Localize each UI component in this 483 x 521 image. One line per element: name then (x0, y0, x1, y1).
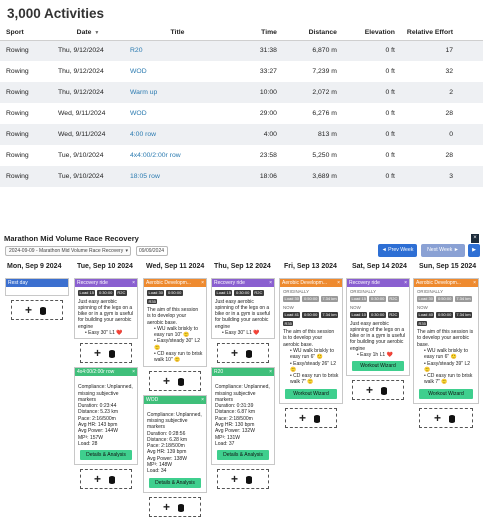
database-icon (109, 350, 115, 358)
cell-sport: Rowing (0, 124, 52, 145)
col-header-distance[interactable]: Distance (283, 26, 343, 40)
close-icon[interactable]: × (471, 234, 479, 243)
activity-link[interactable]: 4x4:00/2:00r row (130, 152, 181, 159)
cell-sport: Rowing (0, 40, 52, 61)
activities-table (0, 26, 483, 187)
close-icon[interactable]: × (269, 280, 272, 286)
cell-effort: 17 (401, 40, 483, 61)
day-header-thu: Thu, Sep 12 2024 (214, 263, 271, 270)
cell-elevation: 0 ft (385, 68, 395, 75)
cell-time: 23:58 (259, 152, 277, 159)
plus-icon: + (231, 346, 239, 361)
close-icon[interactable]: × (404, 280, 407, 286)
play-button[interactable]: ▶ (468, 244, 480, 257)
database-icon (178, 378, 184, 386)
plus-icon: + (231, 472, 239, 487)
plus-icon: + (366, 383, 374, 398)
workout-step: • CD easy run to brisk walk 7" 🙂 (290, 373, 339, 386)
day-header-tue: Tue, Sep 10 2024 (77, 263, 133, 270)
workout-card[interactable]: Recovery ride × ORIGINALLY Load 15 0:30:00 R2C NOW Load 10 0:30:00 R2C Just easy aerobic spinning of the legs on a bike or in a gym is useful for building your aerobic engine • Easy 1h L1 ❤️ Workout Wizard (346, 278, 410, 376)
card-header: Aerobic Developm... × (416, 280, 476, 286)
table-row (0, 166, 483, 187)
close-icon[interactable]: × (132, 280, 135, 286)
table-row (0, 124, 483, 145)
cell-effort: 0 (401, 124, 483, 145)
cell-elevation: 0 ft (343, 124, 401, 145)
table-row (0, 145, 483, 166)
add-workout-button[interactable] (11, 300, 63, 320)
cell-date: Thu, 9/12/2024 (52, 40, 124, 61)
card-description: The aim of this session is to develop your aerobic base. (417, 329, 474, 348)
workout-step: • WU walk briskly to easy run 6" 🙂 (290, 347, 334, 361)
database-icon (449, 415, 455, 423)
card-description: Just easy aerobic spinning of the legs on a bike or in a gym is useful for building your aerobic engine (215, 298, 271, 330)
plus-icon: + (434, 410, 442, 425)
cell-time: 33:27 (259, 68, 277, 75)
cell-effort: 3 (401, 166, 483, 187)
workout-card[interactable]: Aerobic Developm... × ORIGINALLY Load 30 0:50:00 7.34 km NOW Load 41 0:50:00 7.34 km R35 The aim of this session is to develop your aerobic base. • WU walk briskly to easy run 6" 🙂 • Easy/steady 26" L2 🙂 • CD easy run to brisk walk 7" 🙂 Workout Wizard (279, 278, 343, 404)
day-column-wed (143, 278, 207, 521)
day-header-sun: Sun, Sep 15 2024 (419, 263, 477, 270)
chevron-down-icon: ▾ (125, 248, 128, 254)
workout-step: • Easy 1h L1 ❤️ (357, 352, 393, 359)
workout-card[interactable]: Recovery ride × Load 15 0:30:00 R2C Just easy aerobic spinning of the legs on a bike or in a gym is useful for building your aerobic engine • Easy 30" L1 ❤️ (74, 278, 138, 339)
workout-step: • CD easy run to brisk walk 10" 🙂 (154, 351, 203, 364)
cell-sport: Rowing (6, 152, 29, 159)
cell-elevation: 0 ft (343, 40, 401, 61)
cell-sport: Rowing (6, 68, 29, 75)
add-workout-button[interactable] (80, 469, 132, 489)
card-header: Aerobic Developm... × (282, 280, 340, 286)
cell-elevation: 0 ft (385, 110, 395, 117)
add-workout-button[interactable] (217, 469, 269, 489)
activity-link[interactable]: R20 (130, 47, 143, 55)
day-column-sun (413, 278, 479, 432)
card-description: Just easy aerobic spinning of the legs on a bike or in a gym is useful for building your aerobic engine (78, 298, 134, 330)
cell-distance: 7,239 m (312, 68, 337, 75)
plus-icon: + (163, 373, 171, 388)
add-workout-button[interactable] (217, 343, 269, 363)
workout-wizard-button[interactable]: Workout Wizard (419, 389, 473, 399)
cell-elevation: 0 ft (343, 166, 401, 187)
cell-date: Wed, 9/11/2024 (58, 110, 106, 117)
card-header: Aerobic Developm... × (146, 280, 204, 286)
col-header-elevation[interactable]: Elevation (343, 26, 401, 40)
workout-step: • WU walk briskly to easy run 10" 🙂 (154, 325, 198, 339)
date-input[interactable]: 09/09/2024 (136, 246, 168, 256)
cell-elevation: 0 ft (385, 152, 395, 159)
cell-distance: 3,689 m (283, 166, 343, 187)
activity-card[interactable]: R20 × Compliance: Unplanned, missing subjective markers Duration: 0:31:39 Distance: 6.87 km Pace: 2:18/500m Avg HR: 130 bpm Avg Power: 132W MP³: 131W Load: 37 Details & Analysis (211, 367, 275, 465)
activity-card[interactable]: 4x4:00/2:00r row × Compliance: Unplanned, missing subjective markers Duration: 0:23:44 Distance: 5.23 km Pace: 2:16/500m Avg HR: 143 bpm Avg Power: 144W MP³: 157W Load: 28 Details & Analysis (74, 367, 138, 465)
close-icon[interactable]: × (132, 369, 135, 376)
details-analysis-button[interactable]: Details & Analysis (217, 450, 269, 460)
day-column-mon (5, 278, 69, 324)
plus-icon: + (25, 303, 33, 317)
workout-card[interactable]: Recovery ride × Load 15 0:30:00 R2C Just easy aerobic spinning of the legs on a bike or in a gym is useful for building your aerobic engine • Easy 30" L1 ❤️ (211, 278, 275, 339)
card-header: WOD × (146, 396, 204, 403)
cell-time: 10:00 (231, 82, 283, 103)
details-analysis-button[interactable]: Details & Analysis (80, 450, 132, 460)
cell-time: 31:38 (231, 40, 283, 61)
plus-icon: + (94, 346, 102, 361)
rest-day-card[interactable] (5, 278, 69, 296)
card-header: Recovery ride × (77, 280, 135, 286)
cell-distance: 6,276 m (312, 110, 337, 117)
day-column-thu (211, 278, 275, 493)
workout-step: • Easy/steady 26" L2 🙂 (290, 360, 337, 373)
table-row (0, 82, 483, 103)
plus-icon: + (163, 499, 171, 514)
day-column-fri (279, 278, 343, 432)
database-icon (381, 387, 387, 395)
close-icon[interactable]: × (473, 280, 476, 286)
cell-effort: 32 (445, 68, 453, 75)
workout-step: • WU walk briskly to easy run 6" 🙂 (424, 347, 468, 361)
workout-wizard-button[interactable]: Workout Wizard (352, 361, 404, 371)
activity-card[interactable]: WOD × Compliance: Unplanned, missing subjective markers Duration: 0:28:56 Distance: 6.28 km Pace: 2:18/500m Avg HR: 139 bpm Avg Power: 138W MP³: 148W Load: 34 Details & Analysis (143, 395, 207, 493)
cell-date: Tue, 9/10/2024 (58, 152, 104, 159)
plus-icon: + (94, 472, 102, 487)
col-header-title[interactable]: Title (124, 26, 231, 40)
cell-time: 18:06 (231, 166, 283, 187)
card-header: Recovery ride × (349, 280, 407, 286)
activity-link[interactable]: WOD (130, 110, 147, 117)
plan-title: Marathon Mid Volume Race Recovery (4, 234, 139, 243)
activities-title: 3,000 Activities (7, 6, 105, 21)
database-icon (314, 415, 320, 423)
add-workout-button[interactable] (285, 408, 337, 428)
cell-sport: Rowing (6, 110, 29, 117)
add-workout-button[interactable] (149, 497, 201, 517)
col-header-sport[interactable]: Sport (0, 26, 52, 40)
prev-week-button[interactable]: ◄ Prev Week (378, 244, 417, 257)
day-header-fri: Fri, Sep 13 2024 (284, 263, 337, 270)
cell-sport: Rowing (0, 166, 52, 187)
activity-link[interactable]: 4:00 row (130, 131, 157, 138)
close-icon[interactable]: × (269, 369, 272, 376)
database-icon (109, 476, 115, 484)
activity-link[interactable]: 18:05 row (130, 173, 160, 180)
workout-step: • Easy 30" L1 ❤️ (85, 329, 123, 336)
activity-link[interactable]: WOD (130, 68, 147, 75)
cell-distance: 2,072 m (283, 82, 343, 103)
day-header-sat: Sat, Sep 14 2024 (352, 263, 407, 270)
col-header-relative-effort[interactable]: Relative Effort (401, 26, 483, 40)
cell-distance: 5,250 m (312, 152, 337, 159)
plus-icon: + (299, 410, 307, 425)
cell-elevation: 0 ft (343, 82, 401, 103)
add-workout-button[interactable] (419, 408, 473, 428)
next-week-button[interactable]: Next Week ► (421, 244, 465, 257)
day-header-mon: Mon, Sep 9 2024 (7, 263, 62, 270)
database-icon (246, 350, 252, 358)
plan-select-value: 2024-09-09 - Marathon Mid Volume Race Recovery (9, 248, 124, 254)
details-analysis-button[interactable]: Details & Analysis (149, 478, 201, 488)
workout-card[interactable]: Aerobic Developm... × ORIGINALLY Load 30 0:50:00 7.34 km NOW Load 40 0:50:00 7.34 km R35 The aim of this session is to develop your aerobic base. • WU walk briskly to easy run 6" 🙂 • Easy/steady 39" L2 🙂 • CD easy run to brisk walk 7" 🙂 Workout Wizard (413, 278, 479, 404)
day-column-sat (346, 278, 410, 404)
database-icon (40, 307, 46, 315)
col-header-time[interactable]: Time (231, 26, 283, 40)
day-column-tue (74, 278, 138, 493)
card-description: The aim of this session is to develop your aerobic base. (283, 329, 335, 348)
sort-caret-icon: ▼ (94, 30, 100, 37)
cell-date: Thu, 9/12/2024 (52, 82, 124, 103)
close-icon[interactable]: × (201, 396, 204, 403)
database-icon (178, 504, 184, 512)
database-icon (246, 476, 252, 484)
cell-effort: 2 (401, 82, 483, 103)
cell-distance: 813 m (283, 124, 343, 145)
cell-effort: 28 (445, 110, 453, 117)
card-header: 4x4:00/2:00r row × (77, 369, 135, 376)
cell-date: Wed, 9/11/2024 (52, 124, 124, 145)
add-workout-button[interactable] (149, 371, 201, 391)
cell-date: Thu, 9/12/2024 (58, 68, 104, 75)
plan-select[interactable] (5, 246, 131, 256)
workout-step: • Easy/steady 39" L2 🙂 (424, 360, 471, 373)
add-workout-button[interactable] (352, 380, 404, 400)
card-header: Recovery ride × (214, 280, 272, 286)
col-header-date[interactable]: Date ▼ (52, 26, 124, 40)
cell-effort: 28 (445, 152, 453, 159)
add-workout-button[interactable] (80, 343, 132, 363)
activity-link[interactable]: Warm up (130, 89, 158, 96)
workout-step: • Easy 30" L1 ❤️ (222, 329, 260, 336)
cell-date: Tue, 9/10/2024 (52, 166, 124, 187)
table-row (0, 40, 483, 61)
card-description: The aim of this session is to develop your aerobic base. (147, 307, 199, 326)
table-row (0, 61, 483, 82)
workout-wizard-button[interactable]: Workout Wizard (285, 389, 337, 399)
cell-time: 29:00 (259, 110, 277, 117)
card-header: Rest day (6, 279, 68, 287)
card-description: Just easy aerobic spinning of the legs on a bike or in a gym is useful for building your aerobic engine (350, 320, 406, 352)
cell-sport: Rowing (0, 82, 52, 103)
day-header-wed: Wed, Sep 11 2024 (146, 263, 205, 270)
cell-time: 4:00 (231, 124, 283, 145)
cell-distance: 6,870 m (283, 40, 343, 61)
close-icon[interactable]: × (201, 280, 204, 286)
workout-card[interactable]: Aerobic Developm... × Load 30 0:50:00 R35 The aim of this session is to develop your aerobic base. • WU walk briskly to easy run 10" 🙂 • Easy/steady 30" L2 🙂 • CD easy run to brisk walk 10" 🙂 (143, 278, 207, 367)
table-row (0, 103, 483, 124)
workout-step: • CD easy run to brisk walk 7" 🙂 (424, 373, 473, 386)
workout-step: • Easy/steady 30" L2 🙂 (154, 338, 201, 351)
close-icon[interactable]: × (337, 280, 340, 286)
card-header: R20 × (214, 369, 272, 376)
